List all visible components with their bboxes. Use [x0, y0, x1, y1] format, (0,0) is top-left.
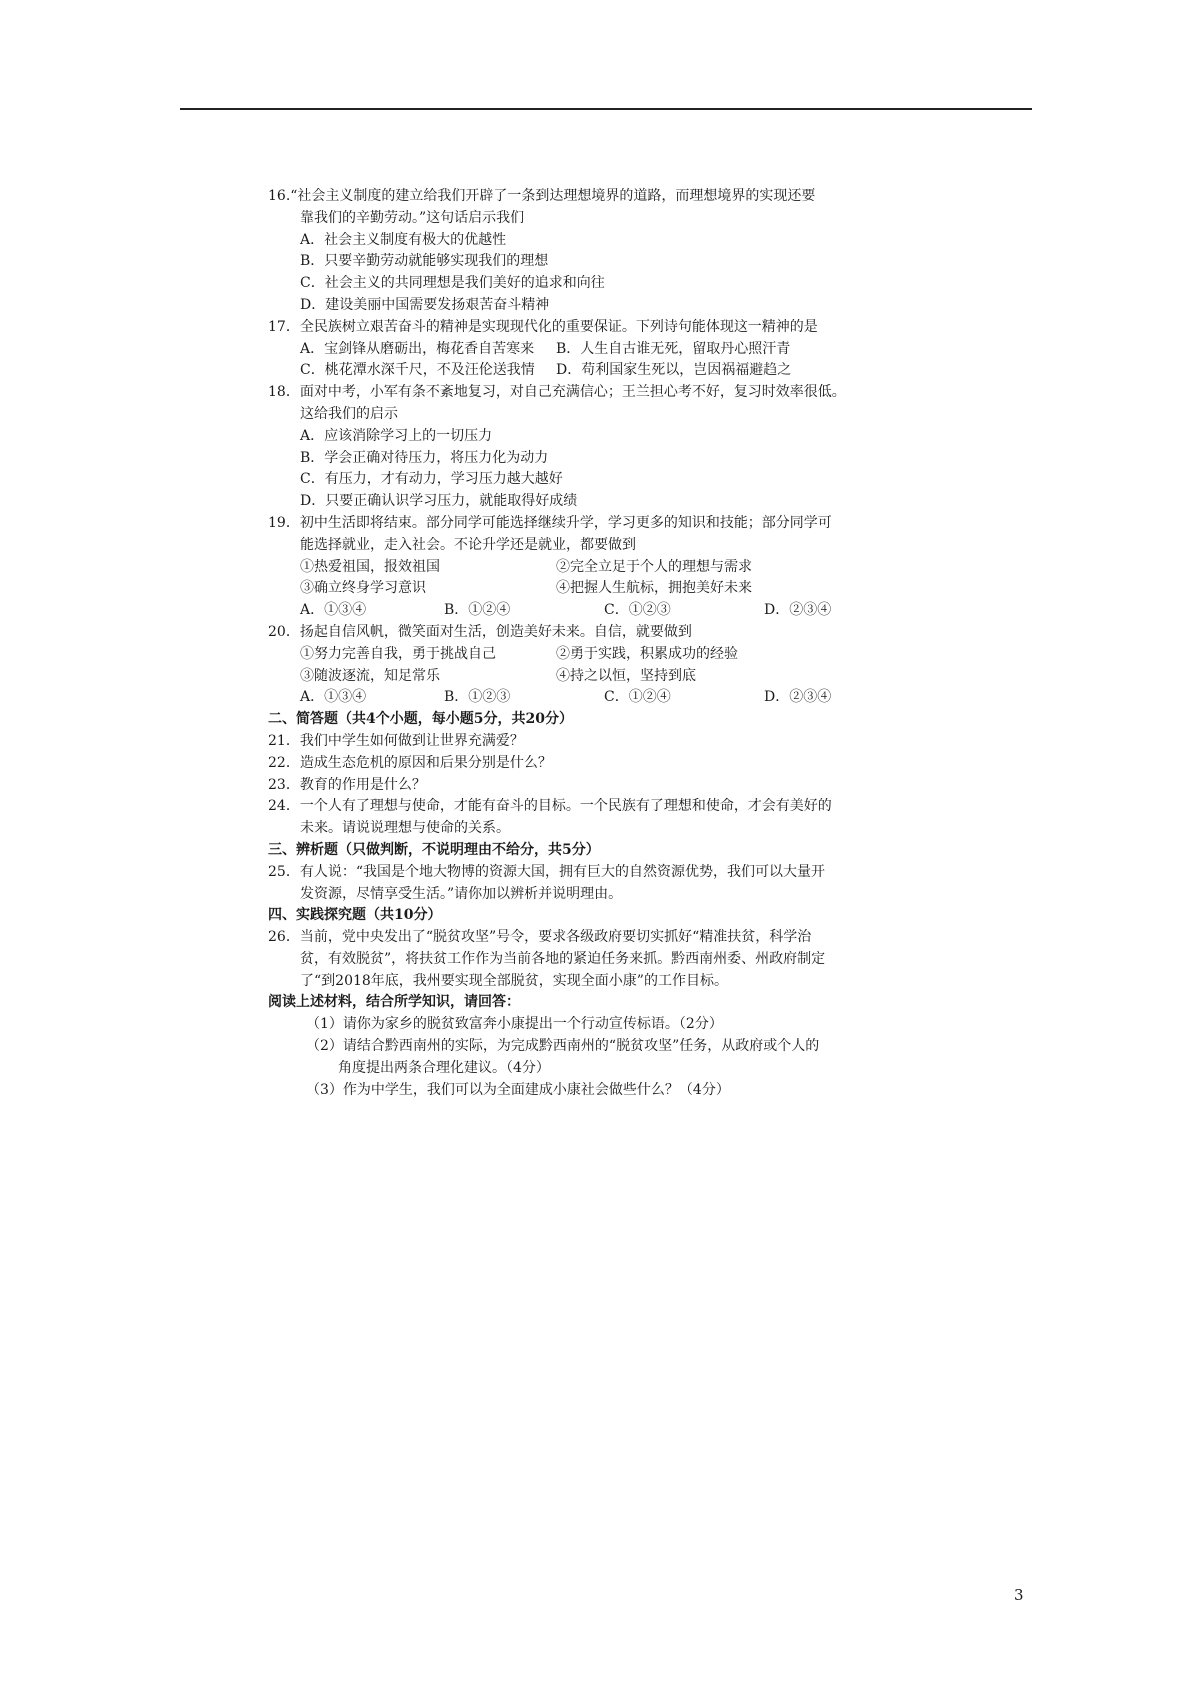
q20-option-c: C．①②④ — [604, 689, 671, 706]
q19-stem-line-1: 19．初中生活即将结束。部分同学可能选择继续升学，学习更多的知识和技能；部分同学可 — [268, 514, 832, 531]
header-rule — [180, 108, 1032, 110]
section-3-heading: 三、辨析题（只做判断，不说明理由不给分，共5分） — [268, 841, 600, 858]
q20-option-b: B．①②③ — [444, 689, 511, 706]
q21: 21．我们中学生如何做到让世界充满爱？ — [268, 732, 524, 749]
q23: 23．教育的作用是什么？ — [268, 776, 426, 793]
q19-option-d: D．②③④ — [764, 602, 832, 619]
q26-part-2-line-1: （2）请结合黔西南州的实际，为完成黔西南州的“脱贫攻坚”任务，从政府或个人的 — [306, 1038, 820, 1055]
q25-line-2: 发资源，尽情享受生活。”请你加以辨析并说明理由。 — [300, 885, 623, 902]
q16-stem-line-2: 靠我们的辛勤劳动。”这句话启示我们 — [300, 209, 525, 226]
q19-statements-row-2 — [268, 578, 908, 600]
q22: 22．造成生态危机的原因和后果分别是什么？ — [268, 754, 552, 771]
q18-stem-line-2: 这给我们的启示 — [300, 405, 398, 422]
q16-stem-line-1: 16.“社会主义制度的建立给我们开辟了一条到达理想境界的道路，而理想境界的实现还要 — [268, 188, 816, 204]
q18-option-d: D．只要正确认识学习压力，就能取得好成绩 — [300, 493, 578, 510]
page-content — [268, 186, 908, 1101]
q20-statement-2: ②勇于实践，积累成功的经验 — [556, 645, 738, 662]
q17-option-c: C．桃花潭水深千尺，不及汪伦送我情 — [300, 362, 535, 379]
q16-option-d: D．建设美丽中国需要发扬艰苦奋斗精神 — [300, 296, 550, 313]
section-4-heading: 四、实践探究题（共10分） — [268, 907, 442, 924]
q17-options-row-1 — [268, 339, 908, 361]
q19-options — [268, 600, 908, 622]
q19-stem-line-2: 能选择就业，走入社会。不论升学还是就业，都要做到 — [300, 536, 636, 553]
q20-statement-4: ④持之以恒，坚持到底 — [556, 667, 696, 684]
q17-option-d: D．苟利国家生死以，岂因祸福避趋之 — [556, 362, 792, 379]
q20-option-a: A．①③④ — [300, 689, 367, 706]
q19-statement-2: ②完全立足于个人的理想与需求 — [556, 558, 752, 575]
q18-option-c: C．有压力，才有动力，学习压力越大越好 — [300, 471, 563, 488]
q17-option-a: A．宝剑锋从磨砺出，梅花香自苦寒来 — [300, 340, 535, 357]
q20-options — [268, 687, 908, 709]
q18-option-b: B．学会正确对待压力，将压力化为动力 — [300, 449, 549, 466]
q19-option-a: A．①③④ — [300, 602, 367, 619]
q26-part-1: （1）请你为家乡的脱贫致富奔小康提出一个行动宣传标语。（2分） — [306, 1016, 723, 1033]
q26-line-3: 了“到2018年底，我州要实现全部脱贫，实现全面小康”的工作目标。 — [300, 972, 728, 989]
page-number: 3 — [1014, 1586, 1024, 1604]
q17-option-b: B．人生自古谁无死，留取丹心照汗青 — [556, 340, 791, 357]
q16-option-c: C．社会主义的共同理想是我们美好的追求和向往 — [300, 275, 605, 292]
q20-statements-row-2 — [268, 666, 908, 688]
q24-line-2: 未来。请说说理想与使命的关系。 — [300, 820, 510, 837]
q20-stem: 20．扬起自信风帆，微笑面对生活，创造美好未来。自信，就要做到 — [268, 623, 692, 640]
q26-prompt: 阅读上述材料，结合所学知识，请回答： — [268, 994, 520, 1011]
q16-option-a: A．社会主义制度有极大的优越性 — [300, 231, 507, 248]
q17-stem: 17．全民族树立艰苦奋斗的精神是实现现代化的重要保证。下列诗句能体现这一精神的是 — [268, 318, 818, 335]
q18-option-a: A．应该消除学习上的一切压力 — [300, 427, 493, 444]
q20-statement-1: ①努力完善自我，勇于挑战自己 — [300, 645, 496, 662]
q19-option-b: B．①②④ — [444, 602, 511, 619]
section-2-heading: 二、简答题（共4个小题，每小题5分，共20分） — [268, 711, 573, 728]
q24-line-1: 24．一个人有了理想与使命，才能有奋斗的目标。一个民族有了理想和使命，才会有美好的 — [268, 798, 832, 815]
q25-line-1: 25．有人说：“我国是个地大物博的资源大国，拥有巨大的自然资源优势，我们可以大量开 — [268, 863, 825, 880]
q26-part-2-line-2: 角度提出两条合理化建议。（4分） — [338, 1059, 550, 1076]
q20-statement-3: ③随波逐流，知足常乐 — [300, 667, 440, 684]
q18-stem-line-1: 18．面对中考，小军有条不紊地复习，对自己充满信心；王兰担心考不好，复习时效率很低。 — [268, 384, 846, 401]
q26-line-2: 贫，有效脱贫”，将扶贫工作作为当前各地的紧迫任务来抓。黔西南州委、州政府制定 — [300, 950, 826, 967]
q19-statements-row-1 — [268, 557, 908, 579]
q19-statement-3: ③确立终身学习意识 — [300, 580, 426, 597]
q16-option-b: B．只要辛勤劳动就能够实现我们的理想 — [300, 253, 549, 270]
q19-option-c: C．①②③ — [604, 602, 671, 619]
q26-line-1: 26．当前，党中央发出了“脱贫攻坚”号令，要求各级政府要切实抓好“精准扶贫，科学治 — [268, 929, 812, 946]
q17-options-row-2 — [268, 360, 908, 382]
q19-statement-4: ④把握人生航标，拥抱美好未来 — [556, 580, 752, 597]
q20-statements-row-1 — [268, 644, 908, 666]
q19-statement-1: ①热爱祖国，报效祖国 — [300, 558, 440, 575]
q26-part-3: （3）作为中学生，我们可以为全面建成小康社会做些什么？（4分） — [306, 1081, 730, 1098]
q20-option-d: D．②③④ — [764, 689, 832, 706]
